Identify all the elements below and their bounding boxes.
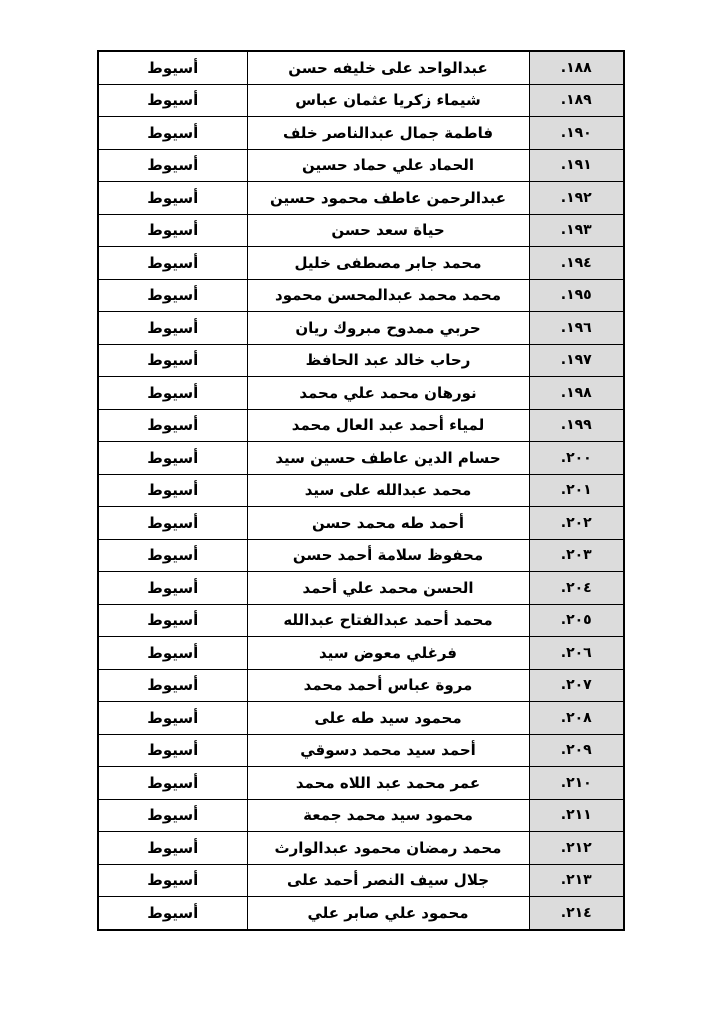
governorate-cell: أسيوط (98, 507, 247, 540)
row-number-cell: ١٩٩. (529, 409, 624, 442)
row-number-cell: ١٩٧. (529, 344, 624, 377)
row-number-cell: ٢١٠. (529, 767, 624, 800)
row-number-cell: ٢٠٥. (529, 604, 624, 637)
governorate-cell: أسيوط (98, 182, 247, 215)
governorate-cell: أسيوط (98, 799, 247, 832)
row-number-cell: ٢١١. (529, 799, 624, 832)
person-name-cell: أحمد طه محمد حسن (247, 507, 529, 540)
person-name-cell: محمود سيد محمد جمعة (247, 799, 529, 832)
row-number-cell: ٢٠٨. (529, 702, 624, 735)
table-body (98, 51, 624, 930)
table-row (98, 84, 624, 117)
row-number-cell: ١٩٥. (529, 279, 624, 312)
row-number-cell: ٢٠٧. (529, 669, 624, 702)
row-number-cell: ١٩٨. (529, 377, 624, 410)
person-name-cell: محمد رمضان محمود عبدالوارث (247, 832, 529, 865)
table-row (98, 832, 624, 865)
governorate-cell: أسيوط (98, 702, 247, 735)
governorate-cell: أسيوط (98, 637, 247, 670)
governorate-cell: أسيوط (98, 604, 247, 637)
table-row (98, 507, 624, 540)
table-row (98, 149, 624, 182)
governorate-cell: أسيوط (98, 474, 247, 507)
person-name-cell: عمر محمد عبد اللاه محمد (247, 767, 529, 800)
row-number-cell: ٢١٣. (529, 864, 624, 897)
person-name-cell: حسام الدين عاطف حسين سيد (247, 442, 529, 475)
table-row (98, 279, 624, 312)
person-name-cell: محمود سيد طه على (247, 702, 529, 735)
governorate-cell: أسيوط (98, 734, 247, 767)
governorate-cell: أسيوط (98, 344, 247, 377)
table-row (98, 702, 624, 735)
governorate-cell: أسيوط (98, 247, 247, 280)
table-row (98, 442, 624, 475)
row-number-cell: ٢٠٩. (529, 734, 624, 767)
names-roster-table (97, 50, 625, 931)
governorate-cell: أسيوط (98, 117, 247, 150)
table-row (98, 604, 624, 637)
row-number-cell: ٢٠٦. (529, 637, 624, 670)
row-number-cell: ١٩٤. (529, 247, 624, 280)
governorate-cell: أسيوط (98, 279, 247, 312)
row-number-cell: ١٨٨. (529, 51, 624, 84)
table-row (98, 539, 624, 572)
governorate-cell: أسيوط (98, 409, 247, 442)
person-name-cell: نورهان محمد علي محمد (247, 377, 529, 410)
governorate-cell: أسيوط (98, 539, 247, 572)
row-number-cell: ٢٠٤. (529, 572, 624, 605)
person-name-cell: أحمد سيد محمد دسوقي (247, 734, 529, 767)
person-name-cell: جلال سيف النصر أحمد على (247, 864, 529, 897)
governorate-cell: أسيوط (98, 669, 247, 702)
person-name-cell: مروة عباس أحمد محمد (247, 669, 529, 702)
table-row (98, 799, 624, 832)
row-number-cell: ٢٠٢. (529, 507, 624, 540)
table-row (98, 182, 624, 215)
person-name-cell: محمد جابر مصطفى خليل (247, 247, 529, 280)
table-row (98, 51, 624, 84)
person-name-cell: فاطمة جمال عبدالناصر خلف (247, 117, 529, 150)
governorate-cell: أسيوط (98, 84, 247, 117)
table-row (98, 214, 624, 247)
governorate-cell: أسيوط (98, 572, 247, 605)
person-name-cell: حياة سعد حسن (247, 214, 529, 247)
row-number-cell: ١٩١. (529, 149, 624, 182)
person-name-cell: شيماء زكريا عثمان عباس (247, 84, 529, 117)
table-row (98, 377, 624, 410)
governorate-cell: أسيوط (98, 832, 247, 865)
table-row (98, 344, 624, 377)
person-name-cell: رحاب خالد عبد الحافظ (247, 344, 529, 377)
table-row (98, 897, 624, 930)
row-number-cell: ١٩٢. (529, 182, 624, 215)
row-number-cell: ٢١٢. (529, 832, 624, 865)
table-row (98, 117, 624, 150)
person-name-cell: لمياء أحمد عبد العال محمد (247, 409, 529, 442)
table-row (98, 247, 624, 280)
table-row (98, 572, 624, 605)
governorate-cell: أسيوط (98, 149, 247, 182)
row-number-cell: ٢١٤. (529, 897, 624, 930)
governorate-cell: أسيوط (98, 442, 247, 475)
row-number-cell: ١٨٩. (529, 84, 624, 117)
row-number-cell: ١٩٦. (529, 312, 624, 345)
person-name-cell: فرغلي معوض سيد (247, 637, 529, 670)
governorate-cell: أسيوط (98, 214, 247, 247)
table-row (98, 767, 624, 800)
table-row (98, 409, 624, 442)
table-row (98, 474, 624, 507)
governorate-cell: أسيوط (98, 767, 247, 800)
person-name-cell: محمد أحمد عبدالفتاح عبدالله (247, 604, 529, 637)
governorate-cell: أسيوط (98, 312, 247, 345)
person-name-cell: محمد محمد عبدالمحسن محمود (247, 279, 529, 312)
governorate-cell: أسيوط (98, 51, 247, 84)
person-name-cell: عبدالرحمن عاطف محمود حسين (247, 182, 529, 215)
person-name-cell: محمود علي صابر علي (247, 897, 529, 930)
governorate-cell: أسيوط (98, 377, 247, 410)
row-number-cell: ٢٠١. (529, 474, 624, 507)
person-name-cell: محمد عبدالله على سيد (247, 474, 529, 507)
governorate-cell: أسيوط (98, 897, 247, 930)
person-name-cell: محفوظ سلامة أحمد حسن (247, 539, 529, 572)
table-row (98, 669, 624, 702)
row-number-cell: ٢٠٠. (529, 442, 624, 475)
governorate-cell: أسيوط (98, 864, 247, 897)
row-number-cell: ٢٠٣. (529, 539, 624, 572)
person-name-cell: الحماد علي حماد حسين (247, 149, 529, 182)
table-row (98, 312, 624, 345)
person-name-cell: حربي ممدوح مبروك ريان (247, 312, 529, 345)
row-number-cell: ١٩٣. (529, 214, 624, 247)
person-name-cell: الحسن محمد علي أحمد (247, 572, 529, 605)
person-name-cell: عبدالواحد على خليفه حسن (247, 51, 529, 84)
table-row (98, 734, 624, 767)
table-row (98, 864, 624, 897)
table-row (98, 637, 624, 670)
row-number-cell: ١٩٠. (529, 117, 624, 150)
